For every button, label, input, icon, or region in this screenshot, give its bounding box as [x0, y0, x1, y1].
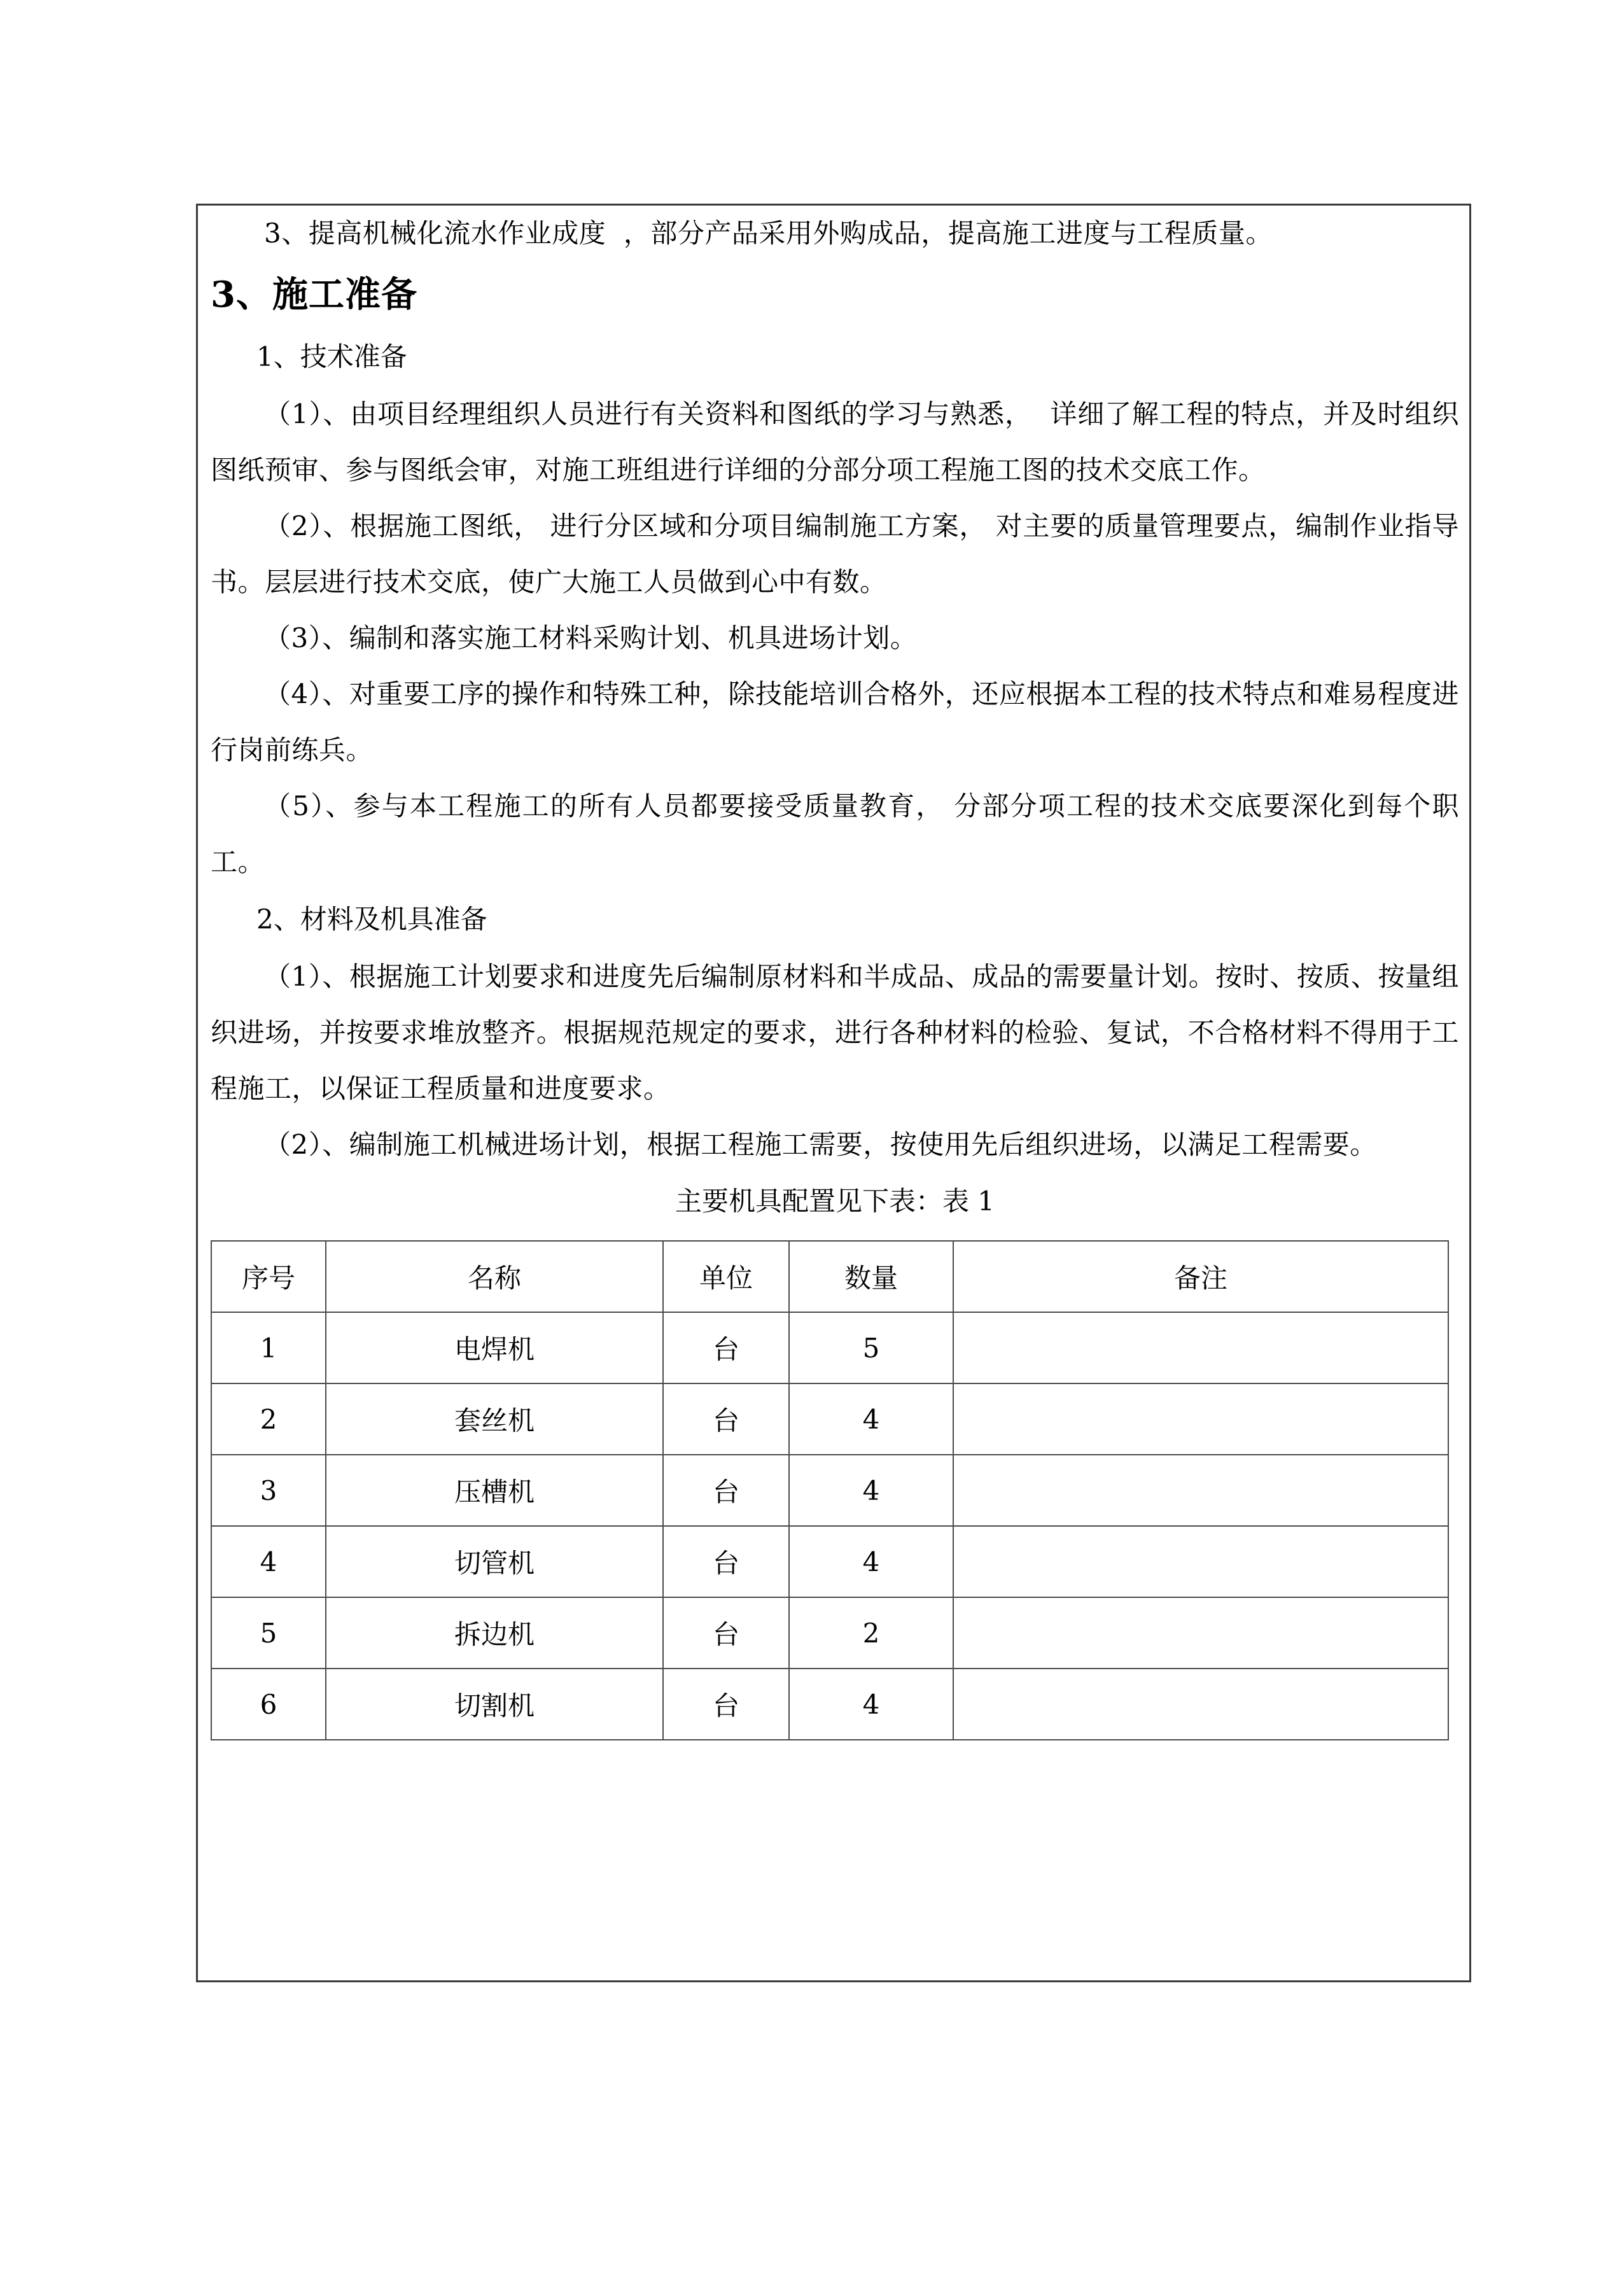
- page-border-frame: [196, 204, 1471, 1982]
- tech-item-2: （2）、根据施工图纸， 进行分区域和分项目编制施工方案， 对主要的质量管理要点，编制作业指导书。层层进行技术交底，使广大施工人员做到心中有数。: [211, 510, 1459, 598]
- cell-qty: 4: [789, 1669, 953, 1740]
- table-row: [211, 1383, 1448, 1455]
- table-row: [211, 1455, 1448, 1526]
- table-header-name: 名称: [326, 1241, 663, 1312]
- cell-qty: 4: [789, 1526, 953, 1597]
- document-content: [211, 206, 1459, 1980]
- cell-no: 2: [211, 1383, 326, 1455]
- cell-no: 6: [211, 1669, 326, 1740]
- table-row: [211, 1669, 1448, 1740]
- tech-item-1: （1）、由项目经理组织人员进行有关资料和图纸的学习与熟悉， 详细了解工程的特点，并及时组织图纸预审、参与图纸会审，对施工班组进行详细的分部分项工程施工图的技术交底工作。: [211, 398, 1459, 486]
- tech-item-3: （3）、编制和落实施工材料采购计划、机具进场计划。: [264, 622, 918, 654]
- cell-remark: [953, 1669, 1448, 1740]
- material-item-2: （2）、编制施工机械进场计划，根据工程施工需要，按使用先后组织进场，以满足工程需要。: [264, 1129, 1377, 1160]
- cell-remark: [953, 1597, 1448, 1669]
- cell-unit: 台: [663, 1526, 789, 1597]
- cell-remark: [953, 1526, 1448, 1597]
- cell-unit: 台: [663, 1597, 789, 1669]
- cell-remark: [953, 1312, 1448, 1383]
- cell-name: 压槽机: [326, 1455, 663, 1526]
- cell-name: 拆边机: [326, 1597, 663, 1669]
- cell-remark: [953, 1455, 1448, 1526]
- cell-qty: 2: [789, 1597, 953, 1669]
- cell-qty: 5: [789, 1312, 953, 1383]
- section-heading-construction-preparation: 3、施工准备: [211, 274, 417, 316]
- cell-unit: 台: [663, 1383, 789, 1455]
- tech-item-4: （4）、对重要工序的操作和特殊工种，除技能培训合格外，还应根据本工程的技术特点和难易程度进行岗前练兵。: [211, 678, 1459, 766]
- table-row: [211, 1526, 1448, 1597]
- cell-qty: 4: [789, 1383, 953, 1455]
- subheading-material-and-equipment-preparation: 2、材料及机具准备: [256, 904, 487, 935]
- cell-name: 套丝机: [326, 1383, 663, 1455]
- cell-unit: 台: [663, 1669, 789, 1740]
- table-header-remark: 备注: [953, 1241, 1448, 1312]
- table-row: [211, 1312, 1448, 1383]
- paragraph-mechanization: 3、提高机械化流水作业成度 ，部分产品采用外购成品，提高施工进度与工程质量。: [264, 218, 1273, 249]
- cell-remark: [953, 1383, 1448, 1455]
- table-header-unit: 单位: [663, 1241, 789, 1312]
- cell-name: 切管机: [326, 1526, 663, 1597]
- cell-no: 5: [211, 1597, 326, 1669]
- cell-no: 3: [211, 1455, 326, 1526]
- cell-unit: 台: [663, 1455, 789, 1526]
- table-header-qty: 数量: [789, 1241, 953, 1312]
- table-caption: 主要机具配置见下表：表 1: [675, 1186, 995, 1217]
- cell-unit: 台: [663, 1312, 789, 1383]
- cell-name: 切割机: [326, 1669, 663, 1740]
- main-equipment-table: [211, 1240, 1449, 1740]
- table-header-no: 序号: [211, 1241, 326, 1312]
- cell-no: 1: [211, 1312, 326, 1383]
- tech-item-5: （5）、参与本工程施工的所有人员都要接受质量教育， 分部分项工程的技术交底要深化到每个职工。: [211, 790, 1459, 878]
- table-row: [211, 1597, 1448, 1669]
- subheading-technical-preparation: 1、技术准备: [256, 341, 407, 372]
- cell-no: 4: [211, 1526, 326, 1597]
- material-item-1: （1）、根据施工计划要求和进度先后编制原材料和半成品、成品的需要量计划。按时、按质、按量组织进场，并按要求堆放整齐。根据规范规定的要求，进行各种材料的检验、复试，不合格材料不得用于工程施工，以保证工程质量和进度要求。: [211, 961, 1459, 1104]
- cell-name: 电焊机: [326, 1312, 663, 1383]
- cell-qty: 4: [789, 1455, 953, 1526]
- table-header-row: [211, 1241, 1448, 1312]
